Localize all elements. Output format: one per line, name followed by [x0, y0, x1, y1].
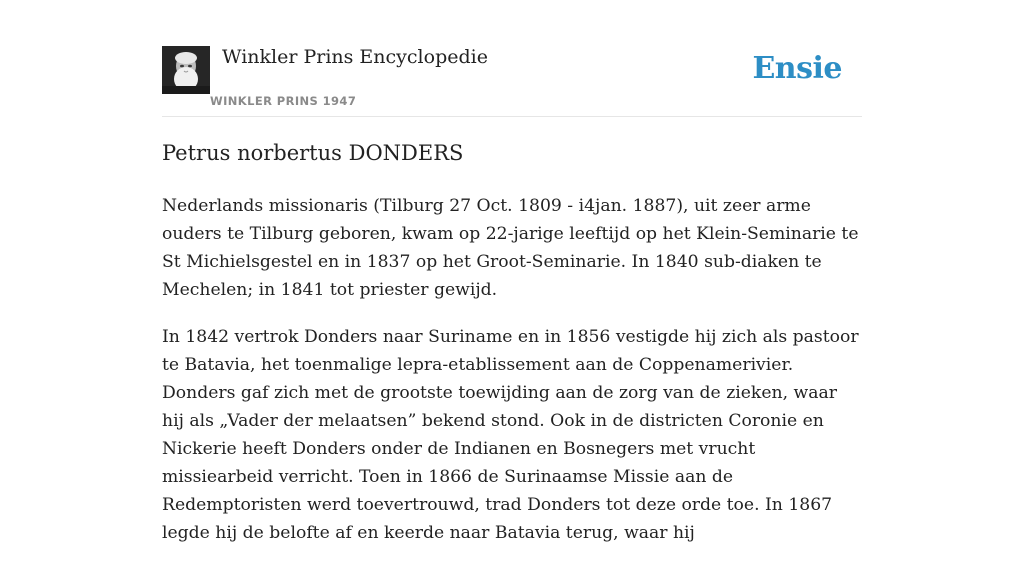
article-paragraph: In 1842 vertrok Donders naar Suriname en in 1856 vestigde hij zich als pastoor te Batavia, het toenmalige lepra-etablissement aan de Coppenamerivier. Donders gaf zich met de grootste toewijding aan de zorg van de zieken, waar hij als „Vader der melaatsen” bekend stond. Ook in de districten Coronie en Nickerie heeft Donders onder de Indianen en Bosnegers met vrucht missiearbeid verricht. Toen in 1866 de Surinaamse Missie aan de Redemptoristen werd toevertrouwd, trad Donders tot deze orde toe. In 1867 legde hij de belofte af en keerde naar Batavia terug, waar hij	[162, 327, 859, 543]
brand-logo-link[interactable]: Ensie	[752, 51, 842, 86]
portrait-avatar-icon[interactable]	[162, 46, 210, 94]
article-paragraph: Nederlands missionaris (Tilburg 27 Oct. 1809 - i4jan. 1887), uit zeer arme ouders te Tilburg geboren, kwam op 22-jarige leeftijd op het Klein-Seminarie te St Michielsgestel en in 1837 op het Groot-Seminarie. In 1840 sub-diaken te Mechelen; in 1841 tot priester gewijd.	[162, 196, 859, 300]
content-container	[162, 0, 862, 543]
source-header	[162, 0, 862, 117]
source-subtitle: WINKLER PRINS 1947	[210, 94, 357, 108]
source-name-link[interactable]: Winkler Prins Encyclopedie	[222, 46, 488, 68]
article-title: Petrus norbertus DONDERS	[162, 141, 464, 165]
article-body	[162, 192, 862, 566]
